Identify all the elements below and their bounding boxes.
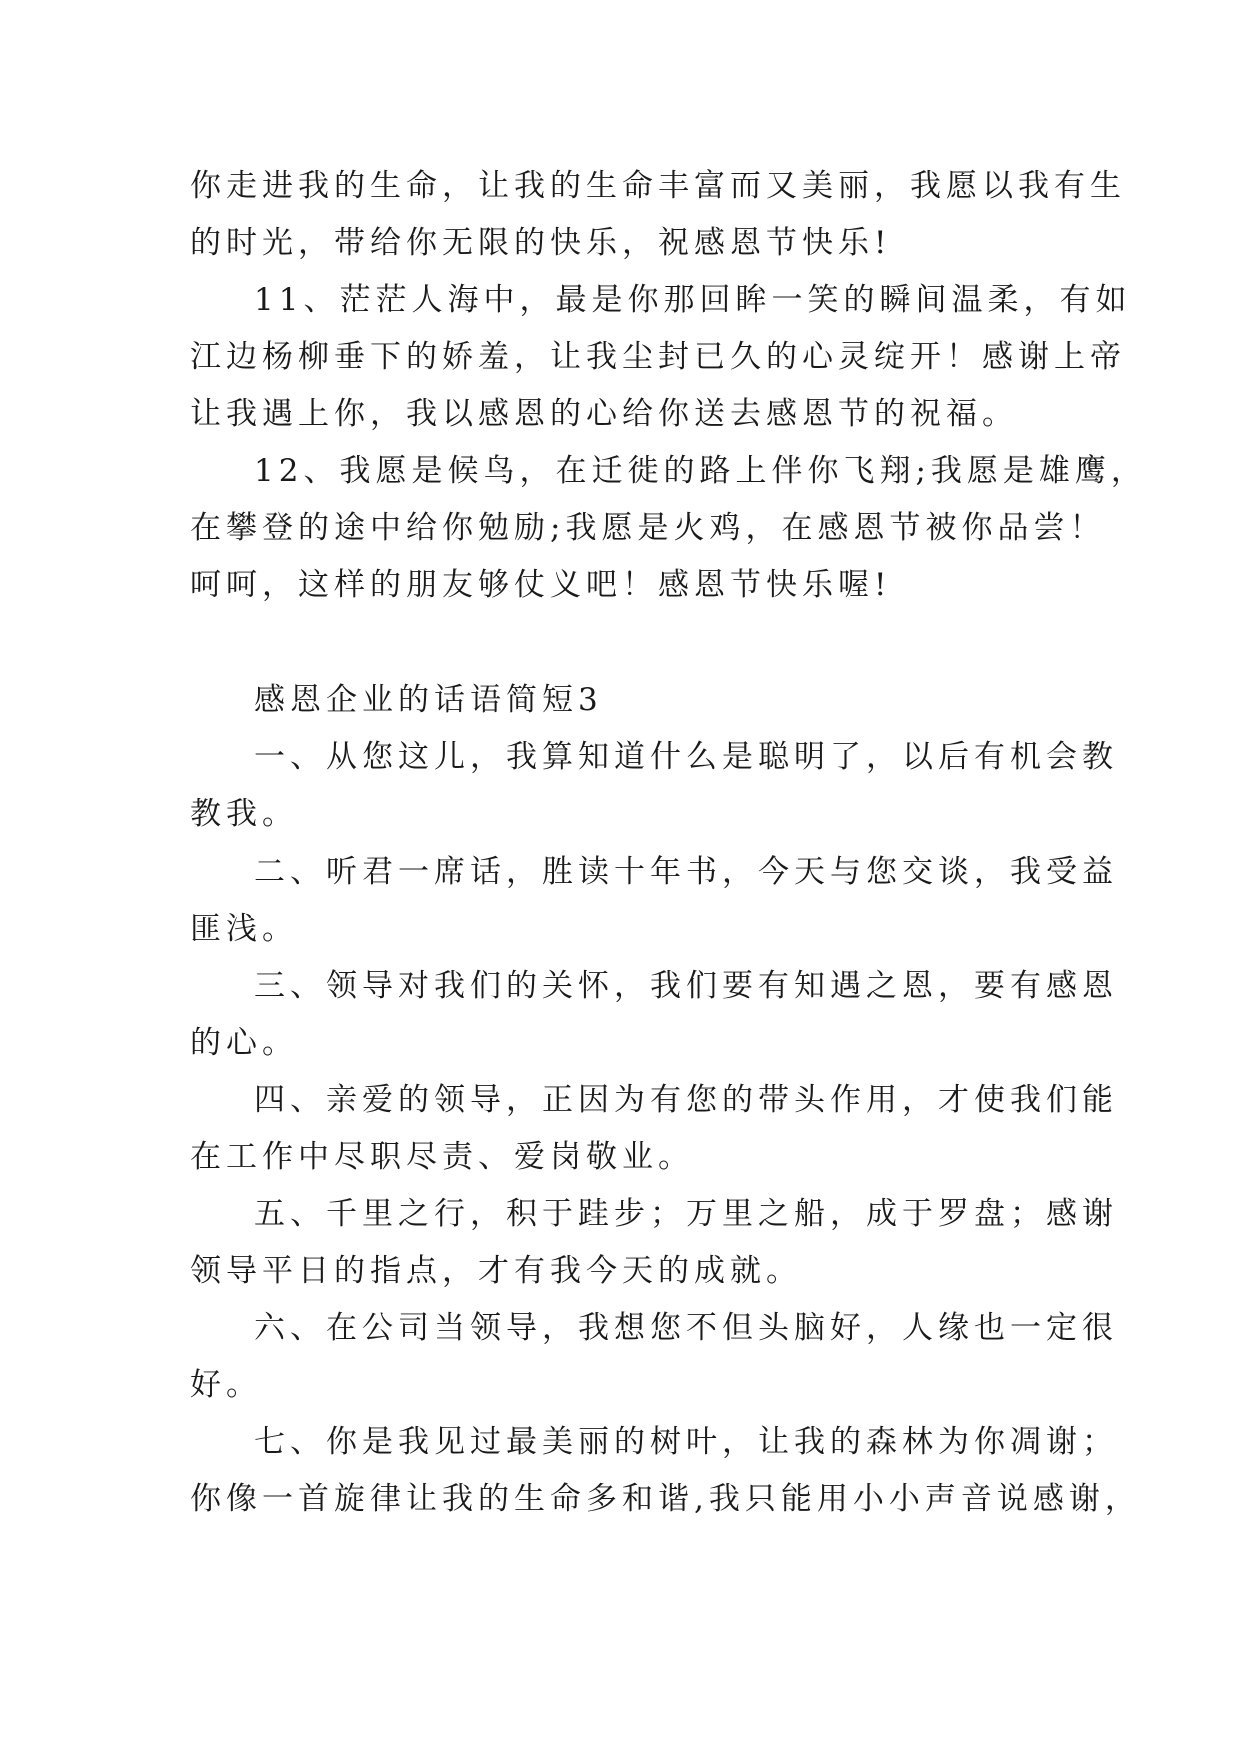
text-line: 11、茫茫人海中，最是你那回眸一笑的瞬间温柔，有如 bbox=[254, 282, 1132, 318]
text-line: 在工作中尽职尽责、爱岗敬业。 bbox=[190, 1139, 694, 1175]
text-line: 四、亲爱的领导，正因为有您的带头作用，才使我们能 bbox=[254, 1082, 1118, 1118]
text-line: 好。 bbox=[190, 1367, 262, 1403]
section-heading: 感恩企业的话语简短3 bbox=[254, 682, 603, 718]
text-line: 五、千里之行，积于跬步；万里之船，成于罗盘；感谢 bbox=[254, 1196, 1118, 1232]
text-line: 呵呵，这样的朋友够仗义吧！感恩节快乐喔! bbox=[190, 567, 892, 603]
text-line: 在攀登的途中给你勉励;我愿是火鸡，在感恩节被你品尝！ bbox=[190, 510, 1106, 546]
text-line: 二、听君一席话，胜读十年书，今天与您交谈，我受益 bbox=[254, 854, 1118, 890]
text-line: 你像一首旋律让我的生命多和谐,我只能用小小声音说感谢， bbox=[190, 1481, 1141, 1517]
text-line: 七、你是我见过最美丽的树叶，让我的森林为你凋谢； bbox=[254, 1424, 1118, 1460]
text-line: 的时光，带给你无限的快乐，祝感恩节快乐! bbox=[190, 225, 892, 261]
text-line: 让我遇上你，我以感恩的心给你送去感恩节的祝福。 bbox=[190, 396, 1018, 432]
text-line: 江边杨柳垂下的娇羞，让我尘封已久的心灵绽开！感谢上帝 bbox=[190, 339, 1126, 375]
text-line: 你走进我的生命，让我的生命丰富而又美丽，我愿以我有生 bbox=[190, 168, 1126, 204]
text-line: 12、我愿是候鸟，在迁徙的路上伴你飞翔;我愿是雄鹰， bbox=[254, 453, 1147, 489]
text-line: 六、在公司当领导，我想您不但头脑好，人缘也一定很 bbox=[254, 1310, 1118, 1346]
text-line: 领导平日的指点，才有我今天的成就。 bbox=[190, 1253, 802, 1289]
text-line: 匪浅。 bbox=[190, 911, 298, 947]
text-line: 教我。 bbox=[190, 796, 298, 832]
text-line: 一、从您这儿，我算知道什么是聪明了，以后有机会教 bbox=[254, 739, 1118, 775]
text-line: 的心。 bbox=[190, 1025, 298, 1061]
text-line: 三、领导对我们的关怀，我们要有知遇之恩，要有感恩 bbox=[254, 968, 1118, 1004]
